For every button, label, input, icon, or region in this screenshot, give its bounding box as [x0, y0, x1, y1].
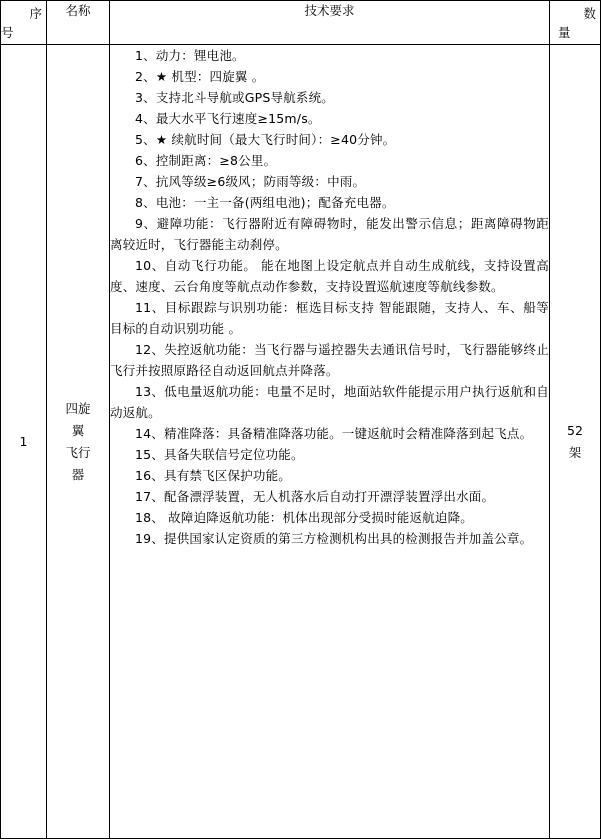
requirement-item: 5、★ 续航时间（最大飞行时间）：≥40分钟。	[135, 132, 396, 147]
header-spec: 技术要求	[110, 1, 550, 45]
row-name-line: 器	[71, 466, 85, 482]
row-quantity	[550, 45, 601, 839]
requirement-item: 12、失控返航功能：当飞行器与遥控器失去通讯信号时，飞行器能够终止飞行并按照原路径自动返回航点并降落。	[110, 342, 549, 378]
row-index: 1	[1, 45, 47, 839]
row-name-line: 四旋	[65, 400, 91, 416]
row-name	[47, 45, 110, 839]
requirement-item: 13、低电量返航功能：电量不足时，地面站软件能提示用户执行返航和自动返航。	[110, 384, 549, 420]
header-qty-line2: 量	[558, 24, 571, 40]
requirement-item: 9、避障功能：飞行器附近有障碍物时，能发出警示信息；距离障碍物距离较近时，飞行器能主动刹停。	[110, 216, 549, 252]
requirement-item: 3、支持北斗导航或GPS导航系统。	[135, 90, 335, 105]
requirement-item: 11、目标跟踪与识别功能：框选目标支持 智能跟随，支持人、车、船等目标的自动识别功能 。	[110, 300, 549, 336]
requirement-item: 10、自动飞行功能。 能在地图上设定航点并自动生成航线，支持设置高度、速度、云台角度等航点动作参数，支持设置巡航速度等航线参数。	[110, 258, 549, 294]
table-row	[1, 45, 601, 839]
row-quantity-unit: 架	[568, 444, 582, 460]
header-index	[1, 1, 47, 45]
header-row	[1, 1, 601, 45]
requirement-item: 2、★ 机型：四旋翼 。	[135, 69, 265, 84]
requirement-item: 8、电池：一主一备(两组电池)；配备充电器。	[135, 195, 395, 210]
row-quantity-value: 52	[567, 422, 583, 438]
requirement-item: 7、抗风等级≥6级风；防雨等级：中雨。	[135, 174, 366, 189]
header-index-line2: 号	[1, 24, 14, 40]
requirement-item: 1、动力：锂电池。	[135, 48, 245, 63]
row-requirements	[110, 45, 550, 839]
header-qty	[550, 1, 601, 45]
requirement-item: 18、 故障迫降返航功能：机体出现部分受损时能返航迫降。	[135, 510, 473, 525]
requirement-item: 4、最大水平飞行速度≥15m/s。	[135, 111, 321, 126]
row-name-line: 飞行	[65, 444, 91, 460]
requirement-item: 19、提供国家认定资质的第三方检测机构出具的检测报告并加盖公章。	[135, 531, 533, 546]
requirement-item: 16、具有禁飞区保护功能。	[135, 468, 292, 483]
header-name: 名称	[47, 1, 110, 45]
row-name-line: 翼	[71, 422, 85, 438]
requirement-item: 17、配备漂浮装置，无人机落水后自动打开漂浮装置浮出水面。	[135, 489, 495, 504]
requirement-item: 15、具备失联信号定位功能。	[135, 447, 304, 462]
header-qty-line1: 数	[583, 5, 596, 21]
header-index-line1: 序	[29, 5, 42, 21]
requirement-item: 14、精准降落：具备精准降落功能。一键返航时会精准降落到起飞点。	[135, 426, 533, 441]
requirement-item: 6、控制距离：≥8公里。	[135, 153, 277, 168]
